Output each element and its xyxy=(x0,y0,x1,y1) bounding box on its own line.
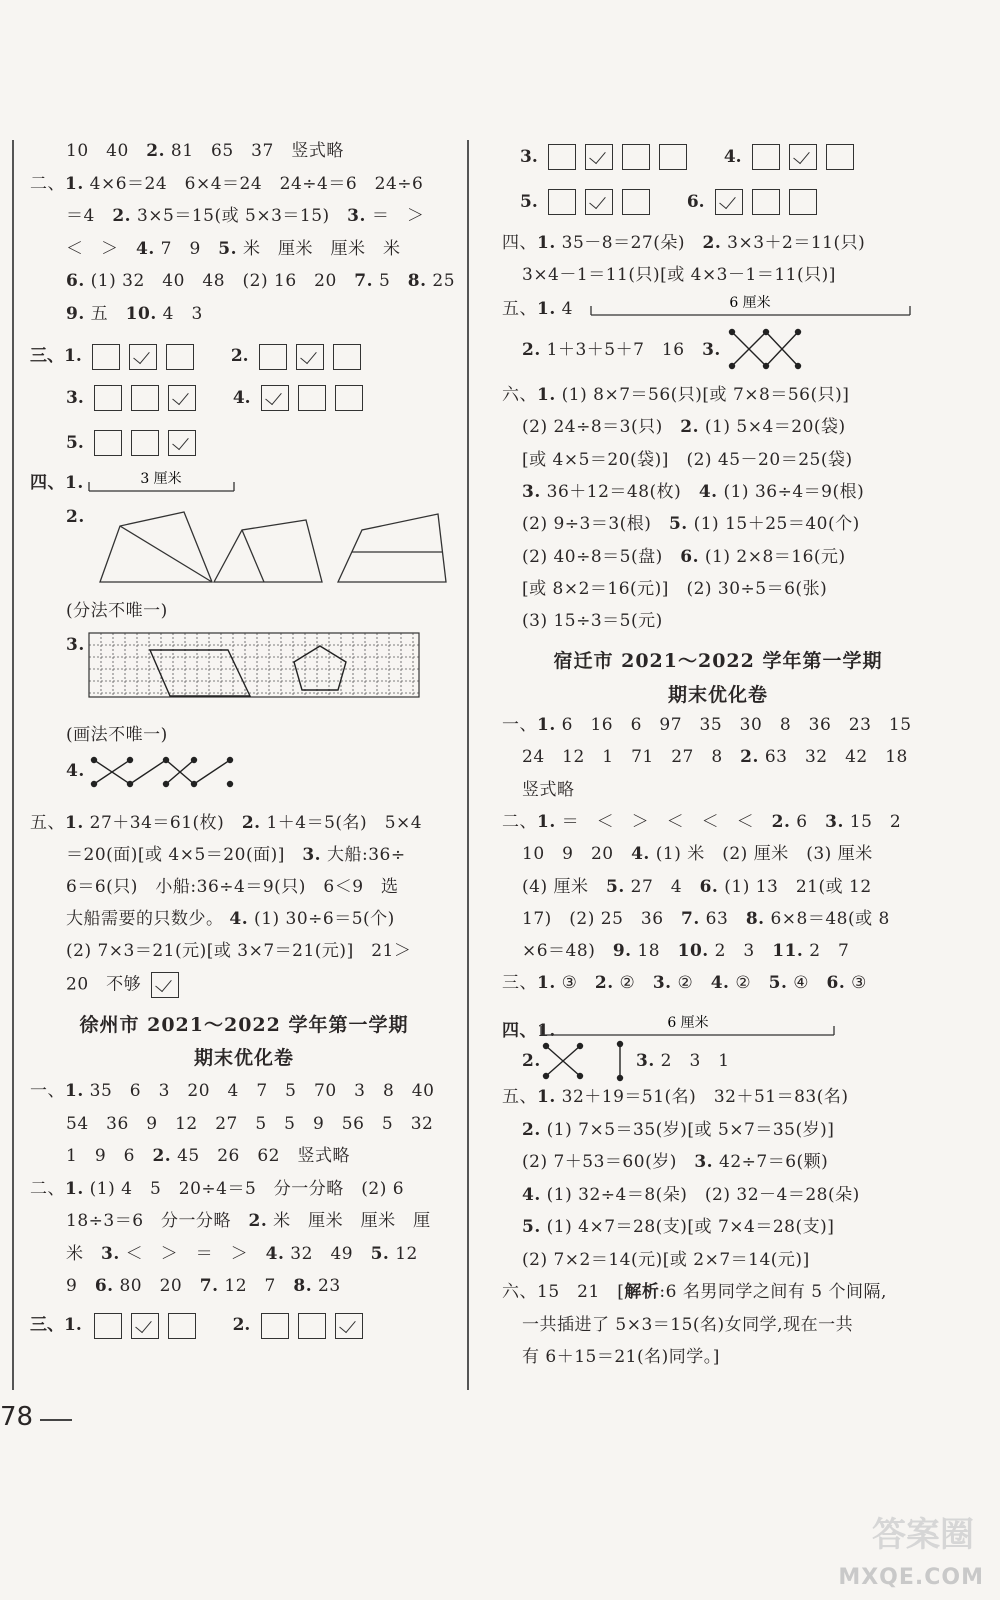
left-wu-line: 6＝6(只) 小船:36÷4＝9(只) 6＜9 选 xyxy=(66,877,399,897)
ruler-3cm xyxy=(86,466,246,496)
left-answer-line: ＝4 2. 3×5＝15(或 5×3＝15) 3. ＝ ＞ xyxy=(66,206,425,226)
suqian-answer-line: (4) 厘米 5. 27 4 6. (1) 13 21(或 12 xyxy=(522,876,872,897)
page-number: 78 xyxy=(0,1402,34,1432)
q4-3-note: (画法不唯一) xyxy=(66,725,168,745)
answer-box xyxy=(659,144,687,170)
xuzhou-answer-line: 二、1. (1) 4 5 20÷4＝5 分一分略 (2) 6 xyxy=(30,1178,405,1199)
answer-box xyxy=(298,1313,326,1339)
connection-lines xyxy=(88,752,248,792)
right-liu-line: 3. 36＋12＝48(枚) 4. (1) 36÷4＝9(根) xyxy=(522,481,865,502)
q4-4-label: 4. xyxy=(66,761,85,781)
checked-box xyxy=(168,385,196,411)
answer-box xyxy=(752,189,780,215)
answer-box xyxy=(92,344,120,370)
answer-box xyxy=(259,344,287,370)
right-liu-line: [或 8×2＝16(元)] (2) 30÷5＝6(张) xyxy=(522,578,828,599)
answer-box xyxy=(333,344,361,370)
answer-box xyxy=(168,1313,196,1339)
answer-box xyxy=(622,144,650,170)
right-liu-line: 六、1. (1) 8×7＝56(只)[或 7×8＝56(只)] xyxy=(502,385,850,405)
answer-box xyxy=(752,144,780,170)
xuzhou-answer-line: 54 36 9 12 27 5 5 9 56 5 32 xyxy=(66,1113,434,1134)
checked-box xyxy=(151,972,179,998)
answer-box xyxy=(261,1313,289,1339)
xuzhou-answer-line: 一、1. 35 6 3 20 4 7 5 70 3 8 40 xyxy=(30,1081,435,1101)
xuzhou-answer-line: 9 6. 80 20 7. 12 7 8. 23 xyxy=(66,1276,341,1296)
checked-box xyxy=(585,144,613,170)
top-row-1: 3. 4. xyxy=(520,144,863,170)
checked-box xyxy=(261,385,289,411)
suqian-title: 宿迁市 2021～2022 学年第一学期 xyxy=(553,650,883,672)
checked-box xyxy=(335,1313,363,1339)
left-answer-line: 9. 五 10. 4 3 xyxy=(66,303,203,324)
checked-box xyxy=(585,189,613,215)
sq-si2-tail: 3. 2 3 1 xyxy=(636,1051,730,1071)
checked-box xyxy=(296,344,324,370)
sq-si-label: 四、1. xyxy=(502,1021,556,1041)
xuzhou-answer-line: 18÷3＝6 分一分略 2. 米 厘米 厘米 厘 xyxy=(66,1211,431,1231)
right-liu-line: (2) 9÷3＝3(根) 5. (1) 15＋25＝40(个) xyxy=(522,514,860,535)
grid-drawing xyxy=(88,632,428,702)
suqian-wu-line: (2) 7×2＝14(元)[或 2×7＝14(元)] xyxy=(522,1249,810,1270)
answer-box xyxy=(94,385,122,411)
right-si-line: 四、1. 35－8＝27(朵) 2. 3×3＋2＝11(只) xyxy=(502,233,866,253)
ruler-label: 6 厘米 xyxy=(667,1015,709,1031)
suqian-wu-line: 五、1. 32＋19＝51(名) 32＋51＝83(名) xyxy=(502,1087,849,1107)
answer-box xyxy=(335,385,363,411)
suqian-wu-line: 2. (1) 7×5＝35(岁)[或 5×7＝35(岁)] xyxy=(522,1119,835,1140)
wu-1-line xyxy=(502,298,573,320)
wu-last-line: 20 不够 xyxy=(66,972,188,998)
suqian-answer-line: 三、1. ③ 2. ② 3. ② 4. ② 5. ④ 6. ③ xyxy=(502,973,867,994)
watermark: MXQE.COM xyxy=(838,1565,984,1590)
answer-box xyxy=(94,430,122,456)
q4-label: 四、1. xyxy=(30,473,84,493)
cross-and-line xyxy=(540,1040,640,1082)
ruler-6cm-bottom xyxy=(538,1010,848,1040)
left-wu-line: 大船需要的只数少。 4. (1) 30÷6＝5(个) xyxy=(66,909,395,929)
ruler-label: 6 厘米 xyxy=(729,295,771,311)
suqian-answer-line: 竖式略 xyxy=(522,779,575,800)
checked-box xyxy=(168,430,196,456)
q3-row-2: 3. 4. xyxy=(66,385,372,411)
checked-box xyxy=(131,1313,159,1339)
left-margin-line xyxy=(12,140,14,1390)
answer-box xyxy=(94,1313,122,1339)
center-divider-line xyxy=(467,140,469,1390)
xuzhou-title: 徐州市 2021～2022 学年第一学期 xyxy=(79,1014,409,1036)
ruler-6cm-top xyxy=(588,290,918,320)
suqian-answer-line: ×6＝48) 9. 18 10. 2 3 11. 2 7 xyxy=(522,941,850,962)
q4-3-label: 3. xyxy=(66,635,85,655)
right-liu-line: (2) 24÷8＝3(只) 2. (1) 5×4＝20(袋) xyxy=(522,417,846,438)
left-answer-line: 10 40 2. 81 65 37 竖式略 xyxy=(66,141,344,161)
q3-row-1: 三、1. 2. xyxy=(30,341,370,370)
ruler-label: 3 厘米 xyxy=(140,471,182,487)
suqian-wu-line: (2) 7＋53＝60(岁) 3. 42÷7＝6(颗) xyxy=(522,1152,829,1172)
checked-box xyxy=(129,344,157,370)
answer-box xyxy=(131,385,159,411)
suqian-wu-line: 六、15 21 [解析:6 名男同学之间有 5 个间隔, xyxy=(502,1282,887,1302)
suqian-answer-line: 17) (2) 25 36 7. 63 8. 6×8＝48(或 8 xyxy=(522,908,890,929)
cross-lines-right xyxy=(726,326,806,372)
right-si-line: 3×4－1＝11(只)[或 4×3－1＝11(只)] xyxy=(522,265,836,285)
xuzhou-answer-line: 米 3. ＜ ＞ ＝ ＞ 4. 32 49 5. 12 xyxy=(66,1243,418,1264)
right-liu-line: (3) 15÷3＝5(元) xyxy=(522,611,663,632)
answer-box xyxy=(548,189,576,215)
left-wu-line: ＝20(面)[或 4×5＝20(面)] 3. 大船:36÷ xyxy=(66,845,406,865)
suqian-wu-line: 4. (1) 32÷4＝8(朵) (2) 32－4＝28(朵) xyxy=(522,1184,860,1205)
right-liu-line: [或 4×5＝20(袋)] (2) 45－20＝25(袋) xyxy=(522,449,853,470)
answer-box xyxy=(622,189,650,215)
left-answer-line: 6. (1) 32 40 48 (2) 16 20 7. 5 8. 25 xyxy=(66,271,456,291)
answer-box xyxy=(131,430,159,456)
suqian-wu-line: 一共插进了 5×3＝15(名)女同学,现在一共 xyxy=(522,1314,854,1335)
xz-q3-row: 三、1. 2. xyxy=(30,1310,372,1339)
top-row-2: 5. 6. xyxy=(520,189,826,215)
answer-box xyxy=(298,385,326,411)
suqian-wu-line: 有 6＋15＝21(名)同学。] xyxy=(522,1347,720,1367)
suqian-answer-line: 10 9 20 4. (1) 米 (2) 厘米 (3) 厘米 xyxy=(522,844,873,865)
divided-quadrilaterals xyxy=(96,502,466,592)
suqian-answer-line: 24 12 1 71 27 8 2. 63 32 42 18 xyxy=(522,747,908,768)
suqian-subtitle: 期末优化卷 xyxy=(667,684,768,706)
left-wu-line: 五、1. 27＋34＝61(枚) 2. 1＋4＝5(名) 5×4 xyxy=(30,813,423,833)
q3-row-3: 5. xyxy=(66,430,205,456)
right-liu-line: (2) 40÷8＝5(盘) 6. (1) 2×8＝16(元) xyxy=(522,546,846,567)
xuzhou-answer-line: 1 9 6 2. 45 26 62 竖式略 xyxy=(66,1146,351,1166)
left-wu-line: (2) 7×3＝21(元)[或 3×7＝21(元)] 21＞ xyxy=(66,941,412,961)
left-answer-line: ＜ ＞ 4. 7 9 5. 米 厘米 厘米 米 xyxy=(66,238,401,259)
checked-box xyxy=(789,144,817,170)
page-number-dash xyxy=(40,1419,72,1421)
answer-box xyxy=(826,144,854,170)
wu-2-line: 2. 1＋3＋5＋7 16 3. xyxy=(522,340,721,360)
q4-2-note: (分法不唯一) xyxy=(66,601,168,621)
suqian-wu-line: 5. (1) 4×7＝28(支)[或 7×4＝28(支)] xyxy=(522,1217,835,1237)
q4-2-label: 2. xyxy=(66,507,85,527)
answer-box xyxy=(789,189,817,215)
suqian-answer-line: 二、1. ＝ ＜ ＞ ＜ ＜ ＜ 2. 6 3. 15 2 xyxy=(502,811,902,832)
sq-si2-line: 2. xyxy=(522,1051,541,1071)
answer-box xyxy=(166,344,194,370)
suqian-answer-line: 一、1. 6 16 6 97 35 30 8 36 23 15 xyxy=(502,715,912,735)
answer-box xyxy=(548,144,576,170)
wu-1-text: 五、1. 4 xyxy=(502,299,573,319)
checked-box xyxy=(715,189,743,215)
left-answer-line: 二、1. 4×6＝24 6×4＝24 24÷4＝6 24÷6 xyxy=(30,173,424,194)
watermark-logo: 答案圈 xyxy=(872,1515,974,1555)
xuzhou-subtitle: 期末优化卷 xyxy=(193,1047,294,1069)
